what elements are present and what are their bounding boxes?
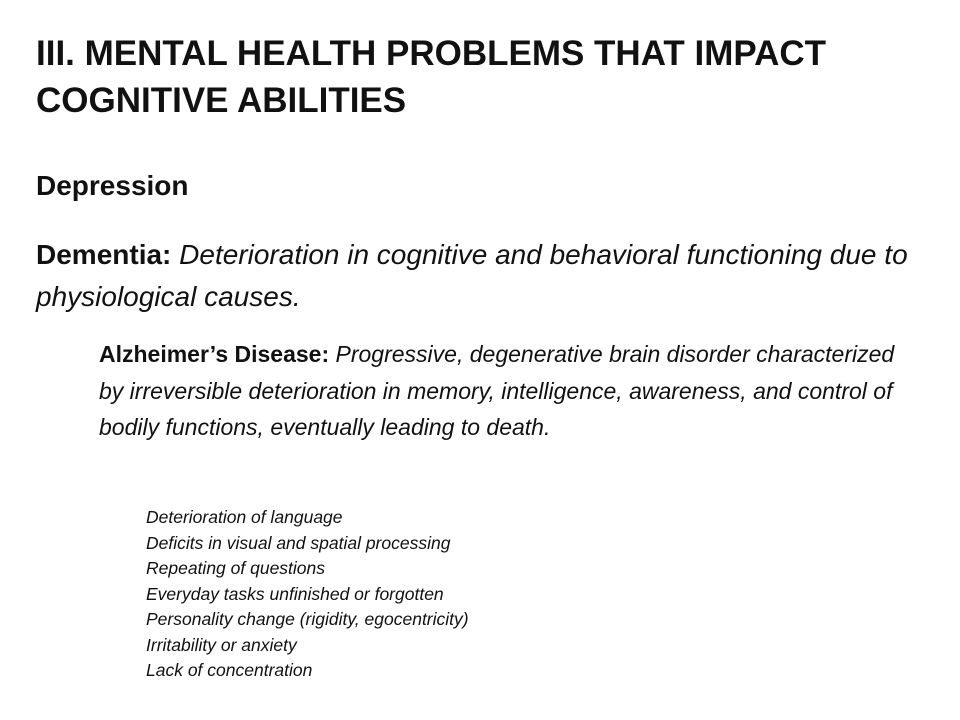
symptom-item: Personality change (rigidity, egocentricity) <box>146 609 469 629</box>
slide-title: III. MENTAL HEALTH PROBLEMS THAT IMPACT COGNITIVE ABILITIES <box>36 34 827 120</box>
depression-term: Depression <box>36 170 189 201</box>
symptom-item: Irritability or anxiety <box>146 634 297 655</box>
alzheimers-paragraph <box>99 336 919 446</box>
dementia-paragraph <box>36 234 926 318</box>
symptom-item: Lack of concentration <box>146 660 313 680</box>
alzheimers-definition: Progressive, degenerative brain disorder characterized by irreversible deterioration in memory, intelligence, awareness, and control of bodily functions, eventually leading to death. <box>99 341 895 440</box>
alzheimers-term: Alzheimer’s Disease: <box>99 341 330 367</box>
symptom-item: Deterioration of language <box>146 507 343 527</box>
symptom-item: Repeating of questions <box>146 558 326 578</box>
dementia-term: Dementia: <box>36 239 172 270</box>
symptom-list <box>146 505 469 684</box>
dementia-definition: Deterioration in cognitive and behavioral functioning due to physiological causes. <box>36 239 908 312</box>
symptom-item: Deficits in visual and spatial processing <box>146 532 451 553</box>
symptom-item: Everyday tasks unfinished or forgotten <box>146 583 444 604</box>
